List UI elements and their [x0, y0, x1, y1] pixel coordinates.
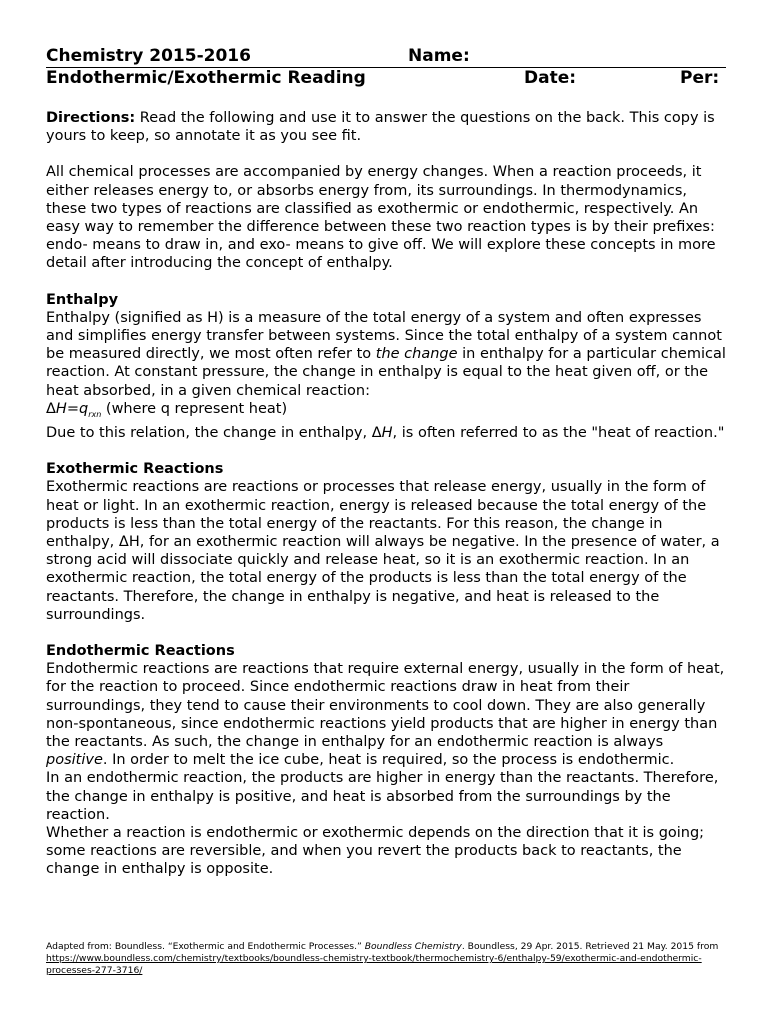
header-row-2	[46, 68, 726, 89]
date-label: Date:	[524, 68, 577, 88]
worksheet-page	[46, 46, 726, 879]
page-title: Endothermic/Exothermic Reading	[46, 68, 366, 88]
endothermic-paragraph-1	[46, 660, 726, 769]
period-label: Per:	[680, 68, 720, 88]
exothermic-paragraph: Exothermic reactions are reactions or processes that release energy, usually in the form of heat or light. In an exothermic reaction, energy is released because the total energy of the products is less than the total energy of the reactants. For this reason, the change in enthalpy, ΔH, for an exothermic reaction will always be negative. In the presence of water, a strong acid will dissociate quickly and release heat, so it is an exothermic reaction. In an exothermic reaction, the total energy of the products is less than the total energy of the reactants. Therefore, the change in enthalpy is negative, and heat is released to the surroundings.	[46, 479, 720, 623]
endothermic-heading: Endothermic Reactions	[46, 642, 235, 659]
relation-text-a: Due to this relation, the change in enthalpy, Δ	[46, 424, 382, 441]
eq-delta: Δ	[46, 400, 56, 417]
eq-note: (where q represent heat)	[101, 400, 288, 417]
enthalpy-equation	[46, 400, 726, 424]
directions-label: Directions:	[46, 110, 136, 126]
enthalpy-relation	[46, 424, 726, 442]
enthalpy-text-a: Enthalpy (signified as H) is a measure of the total energy of a system and often expresses and simplifies energy transfer between systems. Since the total enthalpy of a system cannot be measured directly, we most often refer to	[46, 309, 722, 363]
name-label: Name:	[408, 46, 470, 66]
citation-text-a: Adapted from: Boundless. “Exothermic and Endothermic Processes.”	[46, 941, 365, 952]
enthalpy-heading: Enthalpy	[46, 291, 119, 308]
directions-text: Read the following and use it to answer the questions on the back. This copy is yours to keep, so annotate it as you see fit.	[46, 110, 715, 145]
directions-paragraph	[46, 109, 726, 145]
citation-footer	[46, 941, 726, 978]
endothermic-emphasis: positive	[46, 752, 103, 769]
eq-subscript: rxn	[88, 409, 102, 419]
intro-paragraph: All chemical processes are accompanied by energy changes. When a reaction proceeds, it either releases energy to, or absorbs energy from, its surroundings. In thermodynamics, these two types of reactions are classified as exothermic or endothermic, respectively. An easy way to remember the difference between these two reaction types is by their prefixes: endo- means to draw in, and exo- means to give off. We will explore these concepts in more detail after introducing the concept of enthalpy.	[46, 164, 716, 272]
course-title: Chemistry 2015-2016	[46, 46, 251, 66]
endothermic-paragraph-3: Whether a reaction is endothermic or exothermic depends on the direction that it is going; some reactions are reversible, and when you revert the products back to reactants, the change in enthalpy is opposite.	[46, 825, 705, 878]
eq-q: q	[78, 400, 89, 417]
enthalpy-paragraph	[46, 309, 726, 400]
relation-text-b: , is often referred to as the "heat of reaction."	[392, 424, 725, 441]
eq-h: H	[55, 400, 67, 417]
citation-link[interactable]: https://www.boundless.com/chemistry/textbooks/boundless-chemistry-textbook/thermochemistry-6/enthalpy-59/exothermic-and-endothermic-processes-277-3716/	[46, 953, 702, 977]
endothermic-text-b: . In order to melt the ice cube, heat is required, so the process is endothermic.	[102, 752, 675, 769]
relation-h: H	[381, 424, 393, 441]
eq-equals: =	[66, 400, 79, 417]
endothermic-text-a: Endothermic reactions are reactions that require external energy, usually in the form of heat, for the reaction to proceed. Since endothermic reactions draw in heat from their surroundings, they tend to cause their environments to cool down. They are also generally non-spontaneous, since endothermic reactions yield products that are higher in energy than the reactants. As such, the change in enthalpy for an endothermic reaction is always	[46, 661, 725, 750]
enthalpy-text-b: in enthalpy for a particular chemical reaction. At constant pressure, the change in enthalpy is equal to the heat given off, or the heat absorbed, in a given chemical reaction:	[46, 346, 726, 399]
endothermic-paragraph-2: In an endothermic reaction, the products are higher in energy than the reactants. Therefore, the change in enthalpy is positive, and heat is absorbed from the surroundings by the reaction.	[46, 770, 719, 823]
citation-source-title: Boundless Chemistry	[364, 941, 462, 952]
citation-text-b: . Boundless, 29 Apr. 2015. Retrieved 21 May. 2015 from	[461, 941, 719, 952]
enthalpy-emphasis: the change	[375, 346, 458, 363]
header-row-1	[46, 46, 726, 68]
exothermic-heading: Exothermic Reactions	[46, 461, 224, 478]
